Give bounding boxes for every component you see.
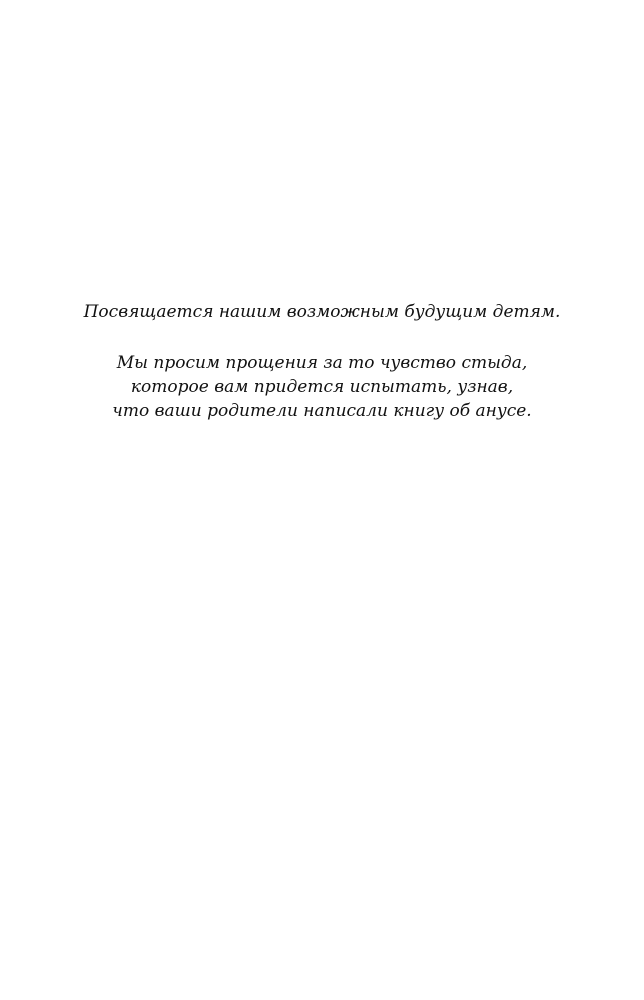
- dedication-line: Посвящается нашим возможным будущим детям.: [83, 302, 561, 322]
- dedication-block: [0, 300, 644, 423]
- apology-line-1: Мы просим прощения за то чувство стыда,: [116, 353, 528, 373]
- apology-line-2: которое вам придется испытать, узнав,: [130, 377, 514, 397]
- paragraph-gap: [0, 324, 644, 351]
- apology-line-3: что ваши родители написали книгу об анусе.: [112, 401, 532, 421]
